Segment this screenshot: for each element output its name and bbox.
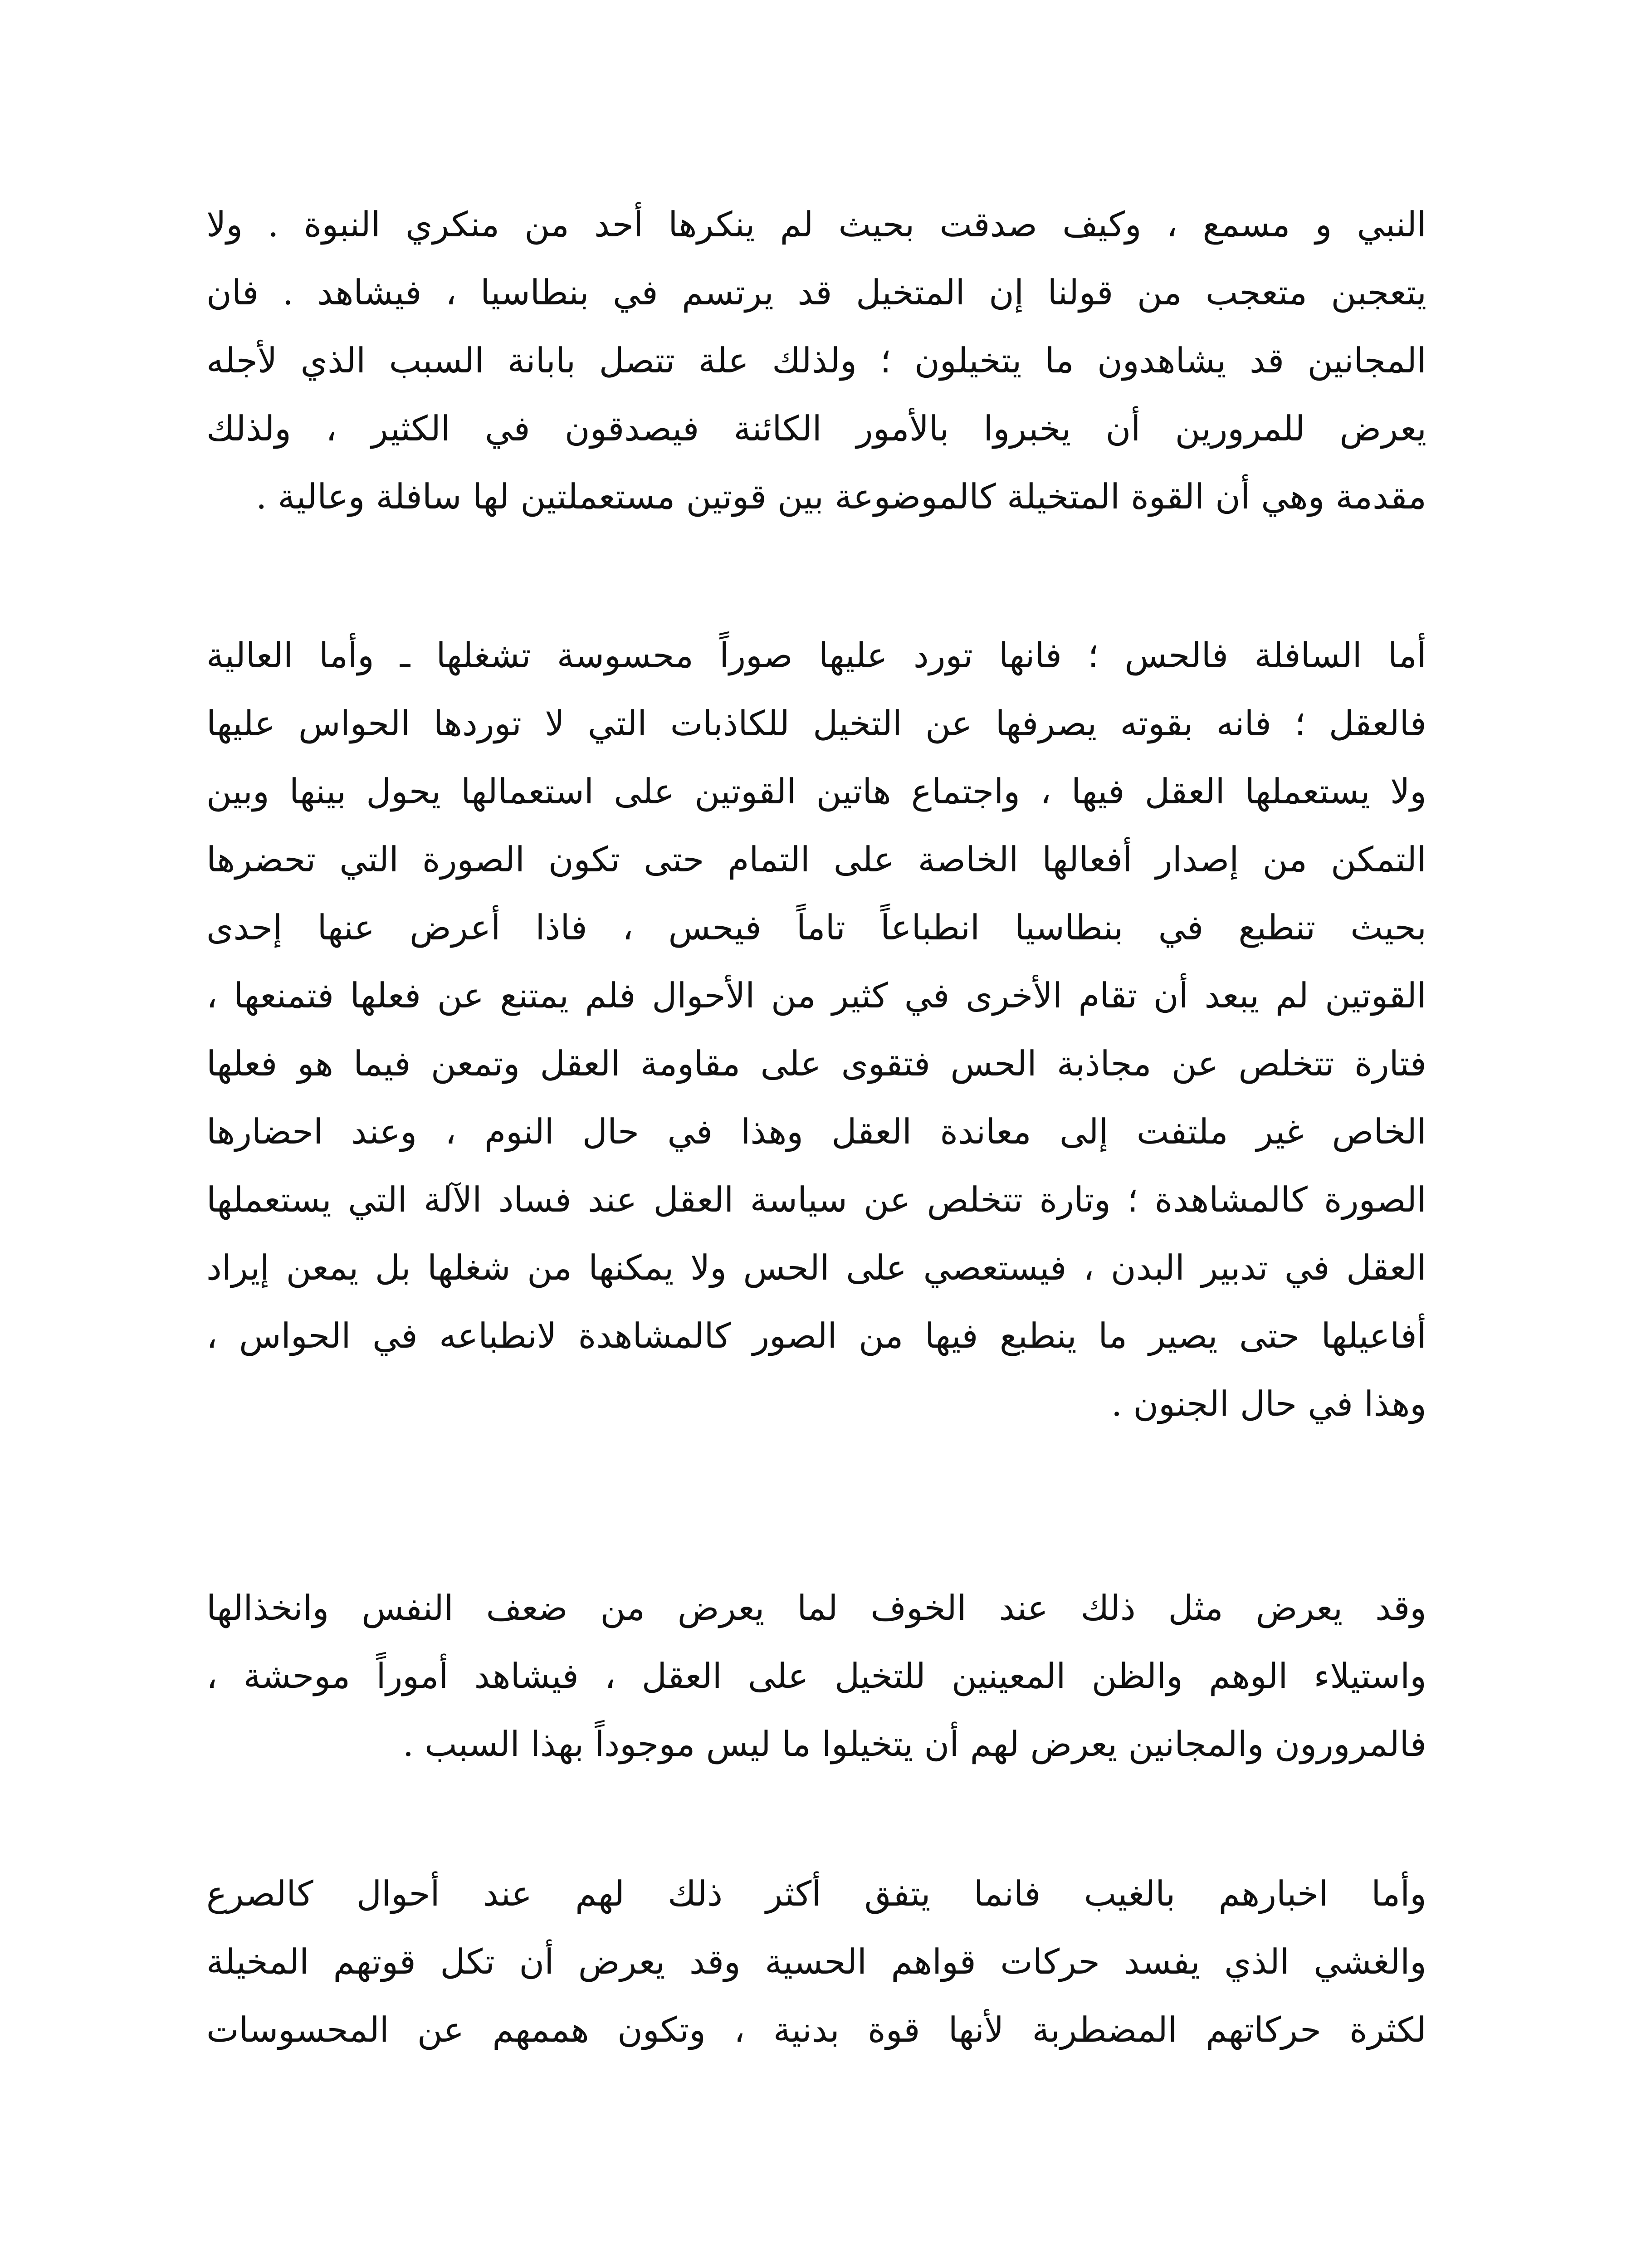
text-line: الصورة كالمشاهدة ؛ وتارة تتخلص عن سياسة العقل عند فساد الآلة التي يستعملها	[206, 1179, 1426, 1220]
text-line: النبي و مسمع ، وكيف صدقت بحيث لم ينكرها أحد من منكري النبوة . ولا	[206, 204, 1426, 244]
page-number	[0, 2263, 1651, 2268]
text-line: التمكن من إصدار أفعالها الخاصة على التمام حتى تكون الصورة التي تحضرها	[206, 839, 1426, 880]
text-line: الخاص غير ملتفت إلى معاندة العقل وهذا في حال النوم ، وعند احضارها	[206, 1111, 1426, 1152]
text-line: يتعجبن متعجب من قولنا إن المتخيل قد يرتسم في بنطاسيا ، فيشاهد . فان	[206, 272, 1426, 313]
text-line: واستيلاء الوهم والظن المعينين للتخيل على العقل ، فيشاهد أموراً موحشة ،	[206, 1656, 1426, 1696]
text-line: مقدمة وهي أن القوة المتخيلة كالموضوعة بين قوتين مستعملتين لها سافلة وعالية .	[256, 476, 1426, 517]
paragraph-1	[206, 191, 1426, 531]
text-line: بحيث تنطبع في بنطاسيا انطباعاً تاماً فيحس ، فاذا أعرض عنها إحدى	[206, 907, 1426, 948]
text-line: فتارة تتخلص عن مجاذبة الحس فتقوى على مقاومة العقل وتمعن فيما هو فعلها	[206, 1043, 1426, 1084]
text-line: وقد يعرض مثل ذلك عند الخوف لما يعرض من ضعف النفس وانخذالها	[206, 1588, 1426, 1628]
text-line: وأما اخبارهم بالغيب فانما يتفق أكثر ذلك لهم عند أحوال كالصرع	[206, 1873, 1426, 1914]
paragraph-3	[206, 1574, 1426, 1778]
paragraph-4	[206, 1860, 1426, 2064]
text-line: فالمرورون والمجانين يعرض لهم أن يتخيلوا ما ليس موجوداً بهذا السبب .	[402, 1724, 1426, 1764]
text-line: القوتين لم يبعد أن تقام الأخرى في كثير من الأحوال فلم يمتنع عن فعلها فتمنعها ،	[206, 975, 1426, 1016]
text-line: أما السافلة فالحس ؛ فانها تورد عليها صوراً محسوسة تشغلها ـ وأما العالية	[206, 635, 1426, 675]
text-line: أفاعيلها حتى يصير ما ينطبع فيها من الصور كالمشاهدة لانطباعه في الحواس ،	[206, 1315, 1426, 1356]
text-line: وهذا في حال الجنون .	[1111, 1383, 1426, 1424]
text-line: والغشي الذي يفسد حركات قواهم الحسية وقد يعرض أن تكل قوتهم المخيلة	[206, 1941, 1426, 1982]
paragraph-2	[206, 621, 1426, 1438]
text-line: يعرض للمرورين أن يخبروا بالأمور الكائنة فيصدقون في الكثير ، ولذلك	[206, 408, 1426, 449]
text-line: فالعقل ؛ فانه بقوته يصرفها عن التخيل للكاذبات التي لا توردها الحواس عليها	[206, 703, 1426, 743]
text-line: لكثرة حركاتهم المضطربة لأنها قوة بدنية ، وتكون هممهم عن المحسوسات	[206, 2009, 1426, 2050]
text-line: المجانين قد يشاهدون ما يتخيلون ؛ ولذلك علة تتصل بابانة السبب الذي لأجله	[206, 340, 1426, 381]
text-line: ولا يستعملها العقل فيها ، واجتماع هاتين القوتين على استعمالها يحول بينها وبين	[206, 771, 1426, 811]
text-line: العقل في تدبير البدن ، فيستعصي على الحس ولا يمكنها من شغلها بل يمعن إيراد	[206, 1247, 1426, 1288]
